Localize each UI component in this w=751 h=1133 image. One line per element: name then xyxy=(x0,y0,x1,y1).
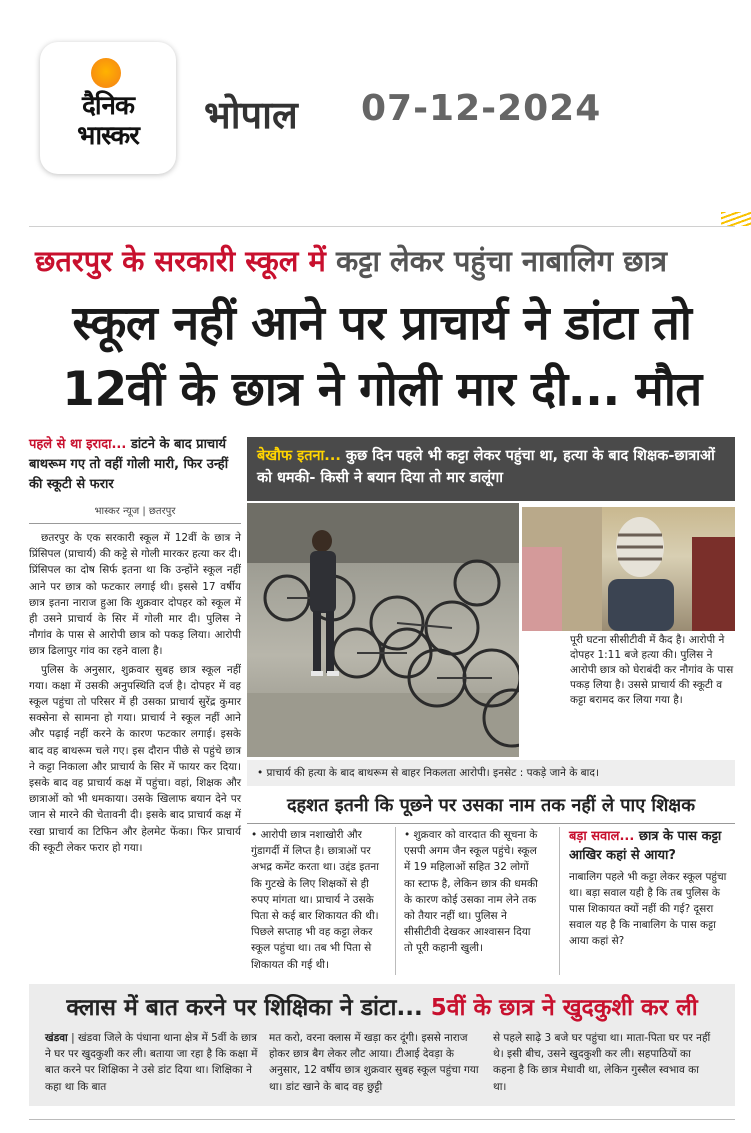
headline-line-2: 12वीं के छात्र ने गोली मार दी... मौत xyxy=(62,362,702,417)
byline: भास्कर न्यूज | छतरपुर xyxy=(29,503,241,524)
news-page xyxy=(29,226,735,1119)
highlight-banner xyxy=(247,437,735,501)
sidebar-title-text: छात्र के पास कट्टा आखिर कहां से आया? xyxy=(569,829,722,863)
detail-column-2 xyxy=(404,827,540,959)
sidebar-title xyxy=(569,827,735,865)
corner-decoration xyxy=(721,212,751,226)
teaser-red: पहले से था इरादा... xyxy=(29,437,127,452)
edition-city: भोपाल xyxy=(204,93,298,137)
second-story-column-3: से पहले साढ़े 3 बजे घर पहुंचा था। माता-पिता घर पर नहीं थे। इसी बीच, उसने खुदकुशी कर ली। सहपाठियों का कहना है कि छात्र मेधावी था, लेकिन गुस्सैल स्वभाव का था। xyxy=(493,1032,711,1093)
second-story-column-2: मत करो, वरना क्लास में खड़ा कर दूंगी। इससे नाराज होकर छात्र बैग लेकर लौट आया। टीआई देवड़ा के अनुसार, 12 वर्षीय छात्र शुक्रवार सुबह स्कूल पहुंचा गया था। डांट खाने के बाद वह छुट्टी xyxy=(269,1032,479,1093)
headline xyxy=(29,291,735,423)
second-story-headline xyxy=(29,990,735,1022)
second-story-head-part-2: 5वीं के छात्र ने खुदकुशी कर ली xyxy=(430,995,698,1021)
big-question-sidebar xyxy=(569,827,735,949)
left-column xyxy=(29,435,241,858)
page-header xyxy=(0,0,751,190)
article-body xyxy=(29,530,241,856)
detail-column-1 xyxy=(251,827,387,975)
sun-icon xyxy=(91,58,121,88)
detail-column-1-text: • आरोपी छात्र नशाखोरी और गुंडागर्दी में लिप्त है। छात्राओं पर अभद्र कमेंट करता था। उद्दंड इतना कि गुटखे के लिए शिक्षकों से ही रुपए मांगता था। प्राचार्य ने उसके पिता से कई बार शिकायत की थी। पिछले सप्ताह भी वह कट्टा लेकर स्कूल पहुंचा था। तब भी पिता से शिकायत की गई थी। xyxy=(251,829,379,971)
inset-photo-illustration xyxy=(522,507,735,631)
column-divider-1 xyxy=(395,827,396,975)
detail-column-2-text: • शुक्रवार को वारदात की सूचना के एसपी अगम जैन स्कूल पहुंचे। स्कूल में 19 महिलाओं सहित 32 लोगों का स्टाफ है, लेकिन छात्र की धमकी के कारण कोई उसका नाम लेने तक को तैयार नहीं था। पुलिस ने सीसीटीवी देखकर आश्वासन दिया तो पूरी कहानी खुली। xyxy=(404,829,538,955)
inset-photo-accused xyxy=(522,507,735,631)
sidebar-title-red: बड़ा सवाल... xyxy=(569,829,635,844)
second-story-head-part-1: क्लास में बात करने पर शिक्षिका ने डांटा... xyxy=(66,995,423,1021)
banner-yellow: बेखौफ इतना... xyxy=(257,448,341,464)
body-paragraph-2: पुलिस के अनुसार, शुक्रवार सुबह छात्र स्कूल नहीं गया। कक्षा में उसकी अनुपस्थिति दर्ज है। दोपहर में वह स्कूल पहुंचा तो परिसर में ही उसका प्राचार्य सुरेंद्र कुमार सक्सेना से सामना हो गया। प्राचार्य ने स्कूल नहीं आने और पढ़ाई नहीं करने के कारण फटकार लगाई। इसके बाद वह बाथरूम चले गए। इस दौरान पीछे से पहुंचे छात्र ने कट्टा निकाला और प्राचार्य के सिर में फायर कर दिया। इसके बाद वह प्राचार्य कक्ष में पहुंचा। वहां, शिक्षक और छात्राओं को भी धमकाया। उसके खिलाफ बयान देने पर जान से मारने की चेतावनी दी। इसके बाद प्राचार्य कक्ष में रखा प्राचार्य का टिफिन और हेलमेट फेंका। फिर प्राचार्य की स्कूटी लेकर फरार हो गया। xyxy=(29,663,241,854)
photo-caption: • प्राचार्य की हत्या के बाद बाथरूम से बाहर निकलता आरोपी। इनसेट : पकड़े जाने के बाद। xyxy=(247,760,735,786)
sidebar-text: नाबालिग पहले भी कट्टा लेकर स्कूल पहुंचा था। बड़ा सवाल यही है कि तब पुलिस के पास शिकायत क्यों नहीं की गई? दूसरा सवाल यह है कि नाबालिग के पास कट्टा आया कहां से? xyxy=(569,871,727,947)
teaser-text: डांटने के बाद प्राचार्य बाथरूम गए तो वहीं गोली मारी, फिर उन्हीं की स्कूटी से फरार xyxy=(29,437,229,492)
kicker xyxy=(35,241,667,280)
cctv-photo xyxy=(247,503,519,757)
body-paragraph-1: छतरपुर के एक सरकारी स्कूल में 12वीं के छात्र ने प्रिंसिपल (प्राचार्य) की कट्टे से गोली मारकर हत्या कर दी। प्रिंसिपल का दोष सिर्फ इतना था कि उन्होंने स्कूल नहीं आने पर छात्र को फटकार लगाई थी। इससे 17 वर्षीय छात्र इतना नाराज हुआ कि शुक्रवार दोपहर को स्कूल में ही उसने प्राचार्य के सिर में गोली मार दी। पुलिस ने नौगांव के पास से आरोपी छात्र को पकड़ लिया। आरोपी छात्र ढिलापुर गांव का रहने वाला है। xyxy=(29,532,241,658)
column-divider-2 xyxy=(559,827,560,975)
kicker-red: छतरपुर के सरकारी स्कूल में xyxy=(35,244,326,278)
inset-caption: पूरी घटना सीसीटीवी में कैद है। आरोपी ने दोपहर 1:11 बजे हत्या की। पुलिस ने आरोपी छात्र को घेराबंदी कर नौगांव के पास पकड़ लिया है। उससे प्राचार्य की स्कूटी व कट्टा बरामद कर लिया गया है। xyxy=(570,634,734,706)
kicker-dark: कट्टा लेकर पहुंचा नाबालिग छात्र xyxy=(336,244,667,278)
second-story-column-1-text: | खंडवा जिले के पंधाना थाना क्षेत्र में 5वीं के छात्र ने घर पर खुदकुशी कर ली। बताया जा रहा है कि कक्षा में बात करने पर शिक्षिका ने उसे डांट दिया था। शिक्षिका ने कहा था कि बात xyxy=(45,1032,258,1093)
logo-line-2: भास्कर xyxy=(77,121,139,151)
teaser xyxy=(29,435,241,495)
page-bottom-rule xyxy=(29,1119,735,1120)
headline-line-1: स्कूल नहीं आने पर प्राचार्य ने डांटा तो xyxy=(72,296,692,351)
dainik-bhaskar-logo xyxy=(40,42,176,174)
subhead-divider xyxy=(247,823,735,824)
second-story-dateline: खंडवा xyxy=(45,1032,68,1044)
cctv-photo-illustration xyxy=(247,503,519,757)
logo-line-1: दैनिक xyxy=(82,91,134,121)
banner-text: कुछ दिन पहले भी कट्टा लेकर पहुंचा था, हत्या के बाद शिक्षक-छात्राओं को धमकी- किसी ने बयान दिया तो मार डालूंगा xyxy=(257,448,715,486)
subheadline: दहशत इतनी कि पूछने पर उसका नाम तक नहीं ले पाए शिक्षक xyxy=(286,795,696,816)
second-story-column-1 xyxy=(45,1030,263,1095)
edition-date: 07-12-2024 xyxy=(361,88,602,129)
second-story xyxy=(29,984,735,1106)
